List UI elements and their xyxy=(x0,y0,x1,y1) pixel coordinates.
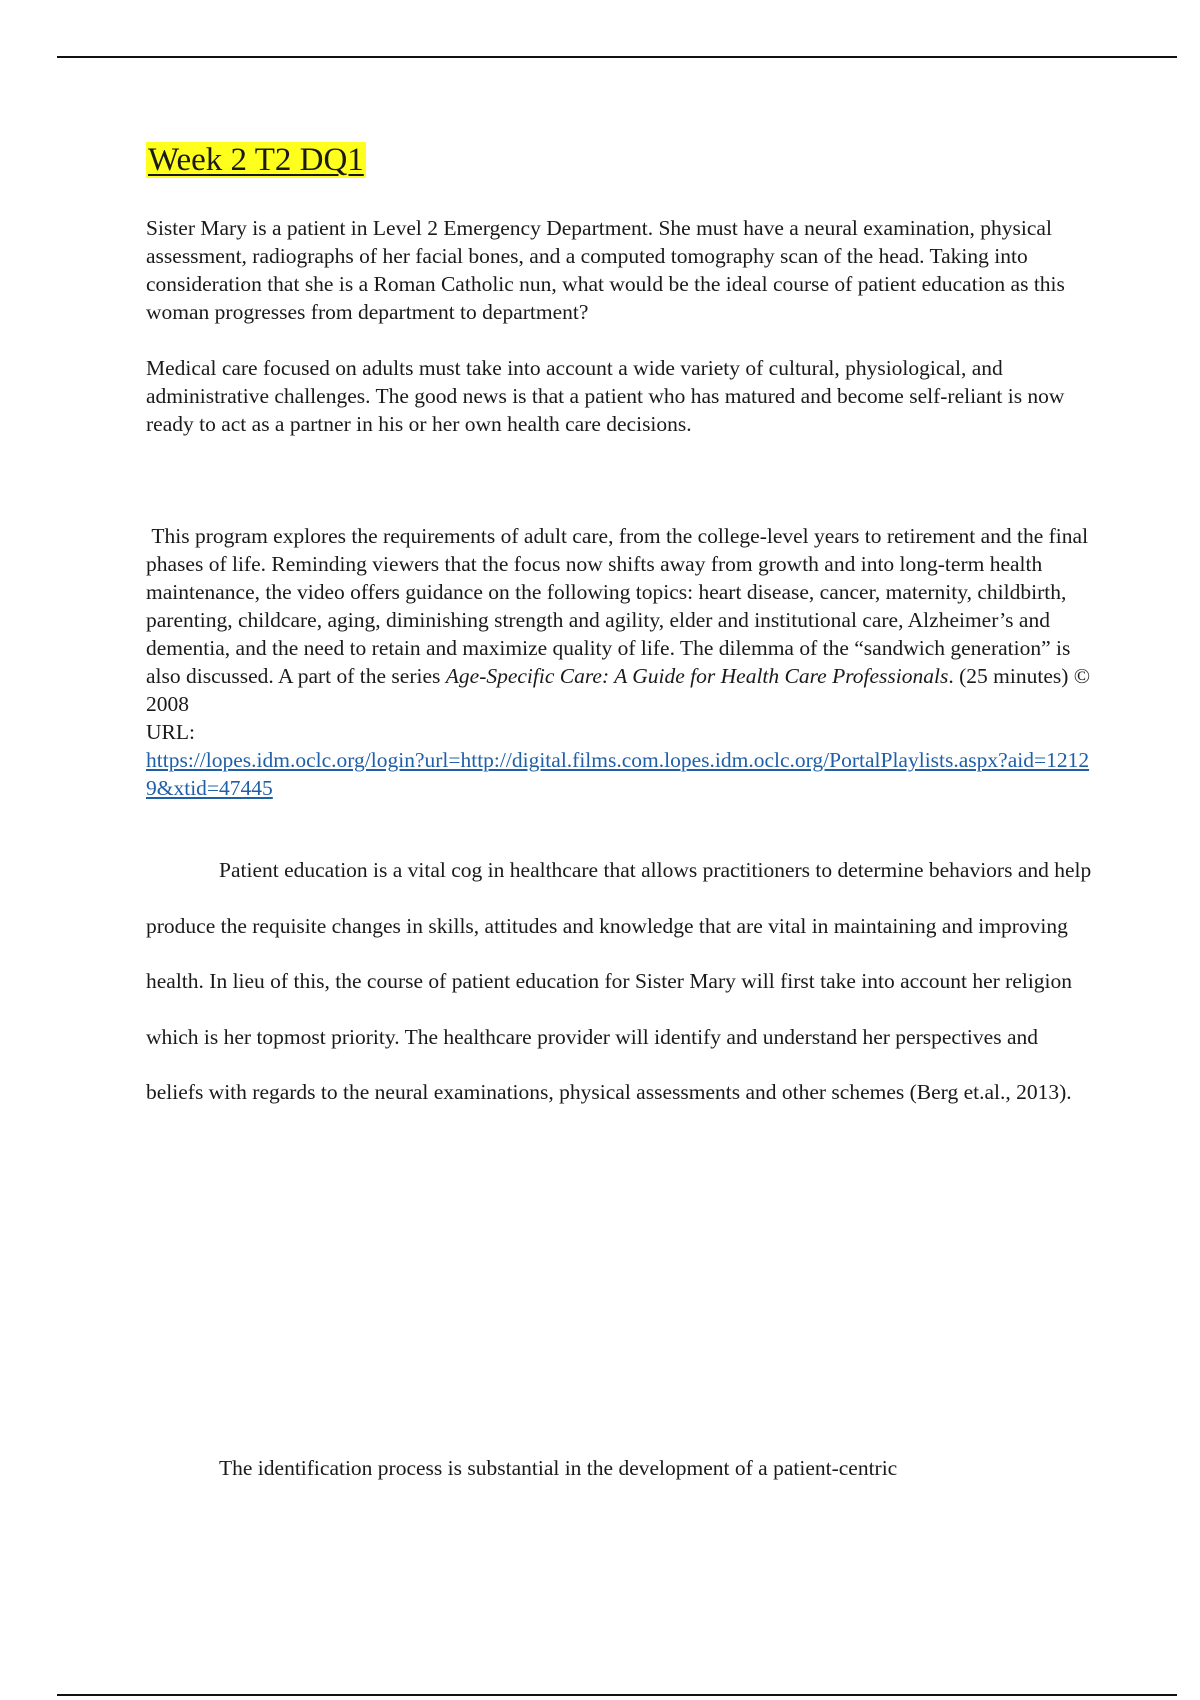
program-suffix: . (25 minutes) © 2008 xyxy=(146,664,1091,716)
series-title: Age-Specific Care: A Guide for Health Care Professionals xyxy=(445,664,949,688)
video-url-link[interactable]: https://lopes.idm.oclc.org/login?url=http://digital.films.com.lopes.idm.oclc.org/PortalPlaylists.aspx?aid=12129&xtid=47445 xyxy=(146,748,1090,800)
document-title xyxy=(146,140,1096,181)
document-body xyxy=(146,140,1096,1480)
bottom-rule xyxy=(57,1694,1177,1696)
program-description xyxy=(146,522,1096,802)
top-rule xyxy=(57,56,1177,58)
program-text: This program explores the requirements of adult care, from the college-level years to retirement and the final phases of life. Reminding viewers that the focus now shifts away from growth and into long-term health maintenance, the video offers guidance on the following topics: heart disease, cancer, maternity, childbirth, parenting, childcare, aging, diminishing strength and agility, elder and institutional care, Alzheimer’s and dementia, and the need to retain and maximize quality of life. The dilemma of the “sandwich generation” is also discussed. A part of the series xyxy=(146,524,1089,688)
intro-paragraph: Medical care focused on adults must take into account a wide variety of cultural, physiological, and administrative challenges. The good news is that a patient who has matured and become self-reliant is now ready to act as a partner in his or her own health care decisions. xyxy=(146,356,1065,436)
discussion-question: Sister Mary is a patient in Level 2 Emergency Department. She must have a neural examination, physical assessment, radiographs of her facial bones, and a computed tomography scan of the head. Taking into consideration that she is a Roman Catholic nun, what would be the ideal course of patient education as this woman progresses from department to department? xyxy=(146,216,1065,324)
essay-paragraph-1: Patient education is a vital cog in healthcare that allows practitioners to determine behaviors and help produce the requisite changes in skills, attitudes and knowledge that are vital in maintaining and improving health. In lieu of this, the course of patient education for Sister Mary will first take into account her religion which is her topmost priority. The healthcare provider will identify and understand her perspectives and beliefs with regards to the neural examinations, physical assessments and other schemes (Berg et.al., 2013). xyxy=(146,858,1092,1105)
url-label: URL: xyxy=(146,720,195,744)
essay-paragraph-2: The identification process is substantial in the development of a patient-centric xyxy=(219,1456,898,1480)
document-title-text: Week 2 T2 DQ1 xyxy=(148,142,364,178)
